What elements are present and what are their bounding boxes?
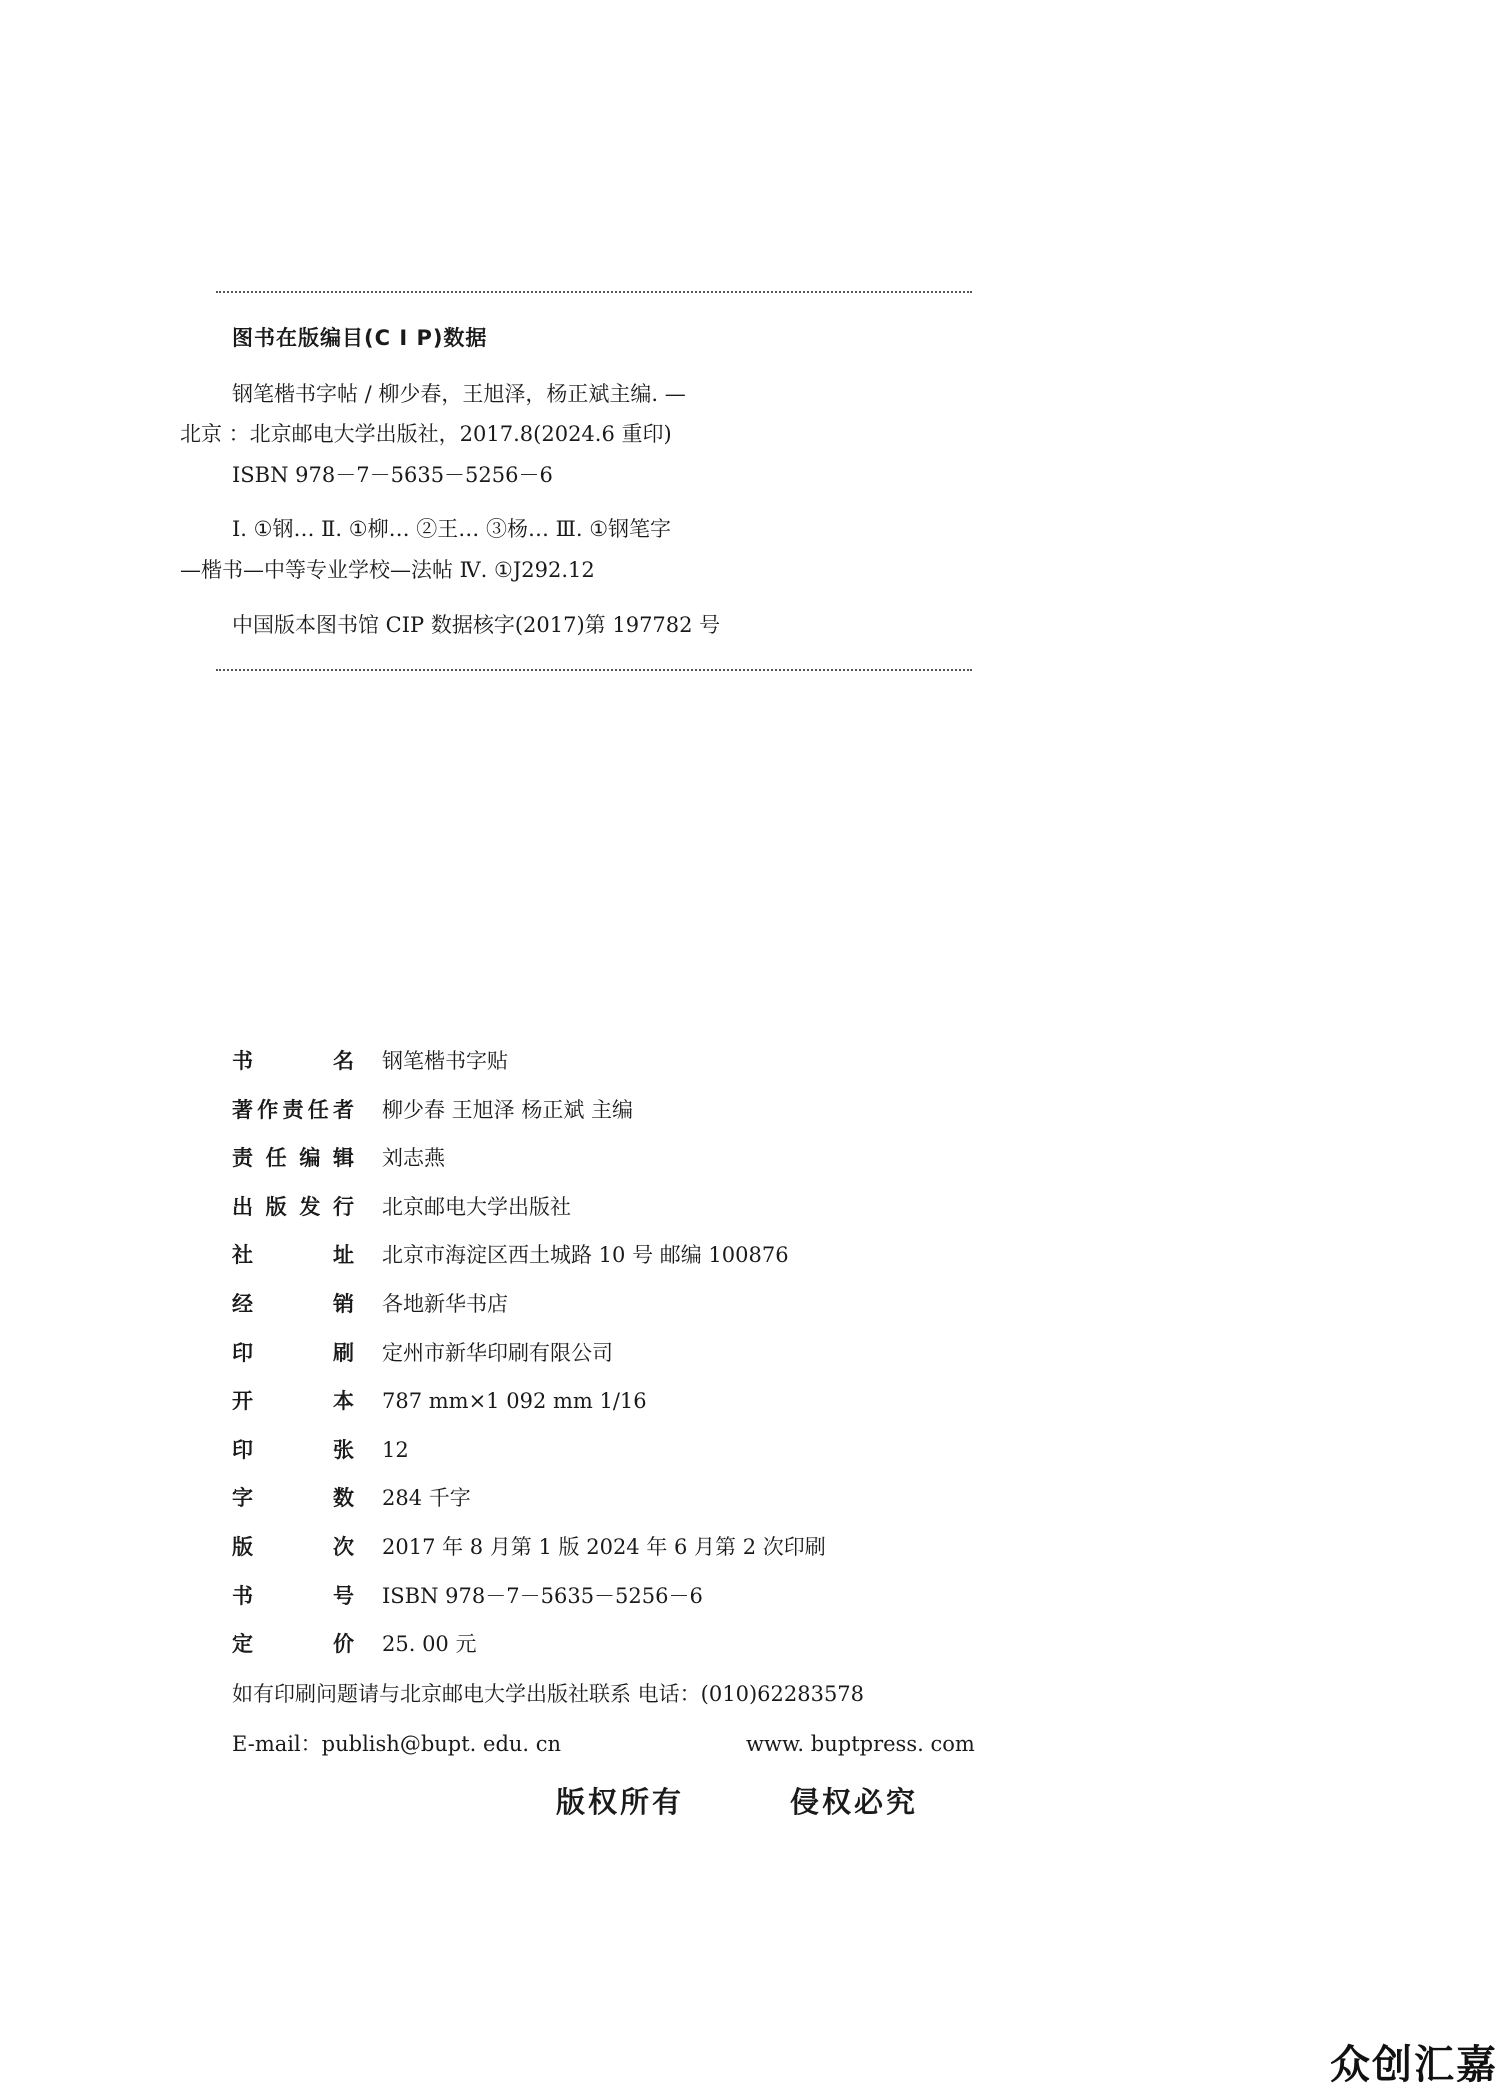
cip-line-3: ISBN 978－7－5635－5256－6 [232,463,553,487]
info-label: 社 址 [232,1243,354,1268]
info-label: 书 号 [232,1583,354,1608]
info-label: 版 次 [232,1534,354,1559]
info-label: 字 数 [232,1486,354,1511]
info-label: 出 版 发 行 [232,1194,354,1219]
info-value: 25. 00 元 [382,1632,477,1657]
info-value: 北京邮电大学出版社 [382,1194,571,1219]
info-value: 787 mm×1 092 mm 1/16 [382,1389,647,1414]
info-label: 书 名 [232,1049,354,1073]
cip-line-4: Ⅰ. ①钢… Ⅱ. ①柳… ②王… ③杨… Ⅲ. ①钢笔字 [232,517,672,541]
info-label: 经 销 [232,1291,354,1316]
info-value: 柳少春 王旭泽 杨正斌 主编 [382,1097,634,1122]
cip-top-divider [216,291,972,293]
info-label: 著 作 责 任 者 [232,1097,354,1122]
info-value: 12 [382,1437,409,1462]
website-url: www. buptpress. com [746,1732,975,1756]
info-value: 定州市新华印刷有限公司 [382,1340,613,1365]
info-value: ISBN 978－7－5635－5256－6 [382,1583,703,1608]
info-value: 284 千字 [382,1486,471,1511]
info-value: 刘志燕 [382,1146,445,1171]
info-value: 钢笔楷书字贴 [382,1049,508,1073]
info-label: 开 本 [232,1389,354,1414]
rights-reserved: 版权所有 [556,1785,685,1819]
info-value: 北京市海淀区西土城路 10 号 邮编 100876 [382,1243,789,1268]
cip-line-6: 中国版本图书馆 CIP 数据核字(2017)第 197782 号 [232,613,721,637]
info-label: 定 价 [232,1632,354,1657]
cip-title: 图书在版编目(C I P)数据 [232,326,488,350]
email-address: E-mail：publish@bupt. edu. cn [232,1732,562,1756]
infringement-notice: 侵权必究 [790,1785,919,1819]
info-value: 2017 年 8 月第 1 版 2024 年 6 月第 2 次印刷 [382,1534,826,1559]
info-label: 印 张 [232,1437,354,1462]
cip-bottom-divider [216,669,972,671]
cip-line-1: 钢笔楷书字帖 / 柳少春，王旭泽，杨正斌主编. — [232,382,686,406]
info-label: 责 任 编 辑 [232,1146,354,1171]
watermark-logo: 众创汇嘉 [1330,2042,1498,2088]
info-label: 印 刷 [232,1340,354,1365]
print-issue-contact: 如有印刷问题请与北京邮电大学出版社联系 电话：(010)62283578 [232,1682,865,1706]
info-value: 各地新华书店 [382,1291,508,1316]
cip-line-2: 北京 ：北京邮电大学出版社，2017.8(2024.6 重印) [180,422,672,446]
cip-line-5: —楷书—中等专业学校—法帖 Ⅳ. ①J292.12 [180,558,595,582]
